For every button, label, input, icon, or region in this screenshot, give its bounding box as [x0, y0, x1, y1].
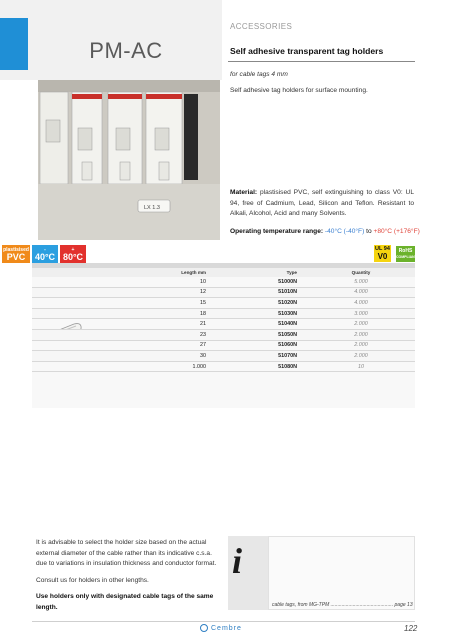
- header-quantity: Quantity: [351, 270, 371, 275]
- rohs-top: RoHS: [398, 248, 413, 254]
- table-row: [32, 319, 415, 330]
- cell-quantity: 4.000: [354, 299, 368, 306]
- cell-quantity: 10: [358, 363, 364, 370]
- footer-divider: [32, 621, 415, 622]
- max-temp-badge: [60, 245, 86, 263]
- cell-length: 12: [200, 289, 206, 296]
- info-panel: [268, 536, 415, 610]
- table-row: [32, 288, 415, 299]
- title-divider: [228, 61, 415, 62]
- table-header: [32, 268, 415, 277]
- cell-length: 10: [200, 278, 206, 285]
- info-reference: cable tags, from MG-TPM ............................................. page 13: [272, 602, 413, 608]
- product-title: Self adhesive transparent tag holders: [230, 46, 384, 56]
- cell-type: 51030N: [278, 310, 297, 317]
- material-label: Material:: [230, 189, 258, 196]
- info-icon: i: [232, 541, 243, 581]
- temperature-spec: [230, 228, 420, 235]
- category-label: ACCESSORIES: [230, 22, 293, 31]
- note-designated-tags: Use holders only with designated cable tags of the same length.: [36, 593, 214, 611]
- cell-length: 30: [200, 352, 206, 359]
- brand-logo: [200, 624, 242, 632]
- brand-name: Cembre: [211, 624, 242, 632]
- cell-type: 51010N: [278, 289, 297, 296]
- ul94-bottom: V0: [377, 252, 388, 261]
- cell-length: 18: [200, 310, 206, 317]
- pvc-badge-label: PVC: [6, 252, 26, 262]
- cell-quantity: 3.000: [354, 310, 368, 317]
- pvc-badge-small: plastisised: [3, 247, 29, 253]
- model-code: PM-AC: [89, 38, 163, 63]
- product-table: [32, 268, 415, 372]
- cell-quantity: 2.000: [354, 342, 368, 349]
- cell-type: 51000N: [278, 278, 297, 285]
- cell-length: 23: [200, 331, 206, 338]
- rohs-badge: [396, 246, 415, 262]
- cell-type: 51020N: [278, 299, 297, 306]
- cell-quantity: 2.000: [354, 352, 368, 359]
- product-subtitle: for cable tags 4 mm: [230, 71, 288, 78]
- note-lengths: Consult us for holders in other lengths.: [36, 576, 149, 584]
- table-row: [32, 362, 415, 373]
- max-temp-sign: +: [71, 247, 75, 253]
- cell-length: 21: [200, 321, 206, 328]
- table-row: [32, 351, 415, 362]
- material-text: plastisised PVC, self extinguishing to class V0: UL 94, free of Cadmium, Lead, Silicon and Teflon. Resistant to Alkali, Alcohol, Acid and many Solvents.: [230, 189, 414, 217]
- cell-quantity: 5.000: [354, 278, 368, 285]
- temperature-to: to: [366, 228, 372, 235]
- pvc-badge: [2, 245, 30, 263]
- cell-length: 15: [200, 299, 206, 306]
- product-photo: [38, 80, 220, 240]
- min-temp-label: 40°C: [34, 252, 56, 262]
- section-tab: [0, 18, 28, 70]
- cell-type: 51050N: [278, 331, 297, 338]
- cell-quantity: 2.000: [354, 331, 368, 338]
- temperature-low: -40°C (-40°F): [324, 228, 365, 235]
- table-row: [32, 298, 415, 309]
- cell-type: 51040N: [278, 321, 297, 328]
- max-temp-label: 80°C: [62, 252, 84, 262]
- cell-type: 51060N: [278, 342, 297, 349]
- ul94-top: UL 94: [375, 246, 390, 252]
- breaker-panel-illustration: [38, 80, 220, 240]
- cell-quantity: 4.000: [354, 289, 368, 296]
- header-length: Length mm: [181, 270, 206, 275]
- brand-mark-icon: [200, 624, 208, 632]
- rohs-bottom: COMPLIANT: [396, 255, 417, 259]
- header-type: Type: [286, 270, 297, 275]
- table-row: [32, 277, 415, 288]
- property-badges: [2, 245, 86, 263]
- cell-length: 27: [200, 342, 206, 349]
- table-row: [32, 341, 415, 352]
- ul94-badge: [374, 245, 391, 262]
- cell-type: 51080N: [278, 363, 297, 370]
- material-spec: [230, 188, 414, 220]
- table-row: [32, 309, 415, 320]
- table-body: [32, 277, 415, 372]
- photo-tag-text: LX 1.3: [144, 205, 160, 211]
- cell-type: 51070N: [278, 352, 297, 359]
- cell-length: 1.000: [192, 363, 206, 370]
- product-description: Self adhesive tag holders for surface mounting.: [230, 87, 368, 94]
- min-temp-badge: [32, 245, 58, 263]
- temperature-high: +80°C (+176°F): [373, 228, 420, 235]
- page-number: 122: [404, 624, 418, 633]
- table-row: [32, 330, 415, 341]
- note-sizing: It is advisable to select the holder size based on the actual external diameter of the cable rather than its indicative c.s.a. due to variations in insulation thickness and conductor format.: [36, 539, 217, 567]
- temperature-label: Operating temperature range:: [230, 228, 324, 235]
- min-temp-sign: -: [44, 247, 46, 253]
- notes-block: [36, 538, 221, 619]
- cell-quantity: 2.000: [354, 321, 368, 328]
